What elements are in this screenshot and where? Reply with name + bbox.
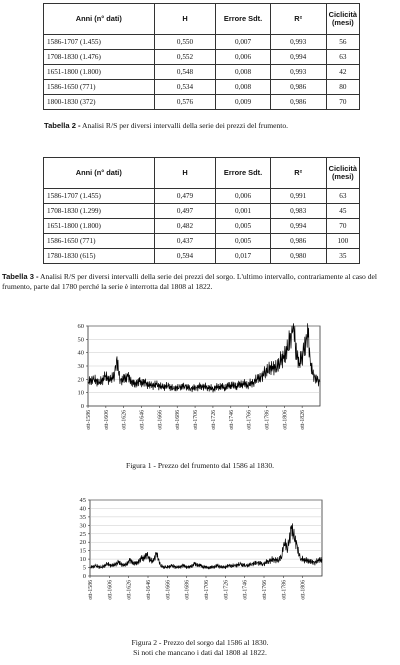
table-cell: 35 [326,249,359,264]
x-tick-label: ott-1806 [282,410,289,430]
x-tick-label: ott-1806 [300,580,307,600]
x-tick-label: ott-1746 [242,580,249,600]
table-cell: 100 [326,234,359,249]
caption-text: Analisi R/S per diversi intervalli della serie dei prezzi del sorgo. L'ultimo intervallo, contrariamente al caso del frumento, parte dal 1780 perché la serie è interrotta dal 1808 al 1822. [2,272,377,291]
table-cell: 0,576 [154,95,216,110]
x-tick-label: ott-1586 [86,410,92,430]
table-2-caption [44,121,384,131]
table-row [44,65,360,80]
table-cell: 0,479 [154,189,216,204]
y-tick-label: 40 [77,349,84,357]
figure-2-caption-line-1: Figura 2 - Prezzo del sorgo dal 1586 al 1830. [131,638,269,647]
table-cell: 42 [326,65,359,80]
x-tick-label: ott-1606 [103,410,110,430]
figure-1-caption: Figura 1 - Prezzo del frumento dal 1586 al 1830. [125,461,275,470]
x-tick-label: ott-1746 [228,410,235,430]
header-anni: Anni (n° dati) [44,158,155,189]
table-cell: 63 [326,50,359,65]
table-row [44,204,360,219]
table-cell: 0,594 [154,249,216,264]
table-cell: 0,006 [216,50,270,65]
y-tick-label: 20 [77,376,84,384]
y-tick-label: 40 [79,505,86,513]
y-tick-label: 60 [77,323,84,330]
wheat-price-chart [0,318,400,448]
table-cell: 0,534 [154,80,216,95]
caption-text: Analisi R/S per diversi intervalli della serie dei prezzi del frumento. [80,121,289,130]
table-cell: 0,006 [216,189,270,204]
header-errore: Errore Sdt. [216,4,270,35]
y-tick-label: 35 [79,513,86,521]
table-row [44,234,360,249]
y-tick-label: 5 [82,564,86,572]
x-tick-label: ott-1726 [210,410,217,430]
x-tick-label: ott-1786 [264,410,271,430]
table-cell: 1800-1830 (372) [44,95,155,110]
table-cell: 0,497 [154,204,216,219]
y-tick-label: 30 [77,363,84,370]
series-line [90,523,322,569]
y-tick-label: 20 [79,539,86,547]
table-cell: 0,017 [216,249,270,264]
x-tick-label: ott-1606 [107,580,114,600]
y-tick-label: 15 [79,547,86,555]
table-cell: 1651-1800 (1.800) [44,65,155,80]
x-tick-label: ott-1626 [121,410,128,430]
table-3 [43,157,360,264]
x-tick-label: ott-1706 [204,580,210,600]
y-tick-label: 10 [79,556,86,564]
table-2-header-row [44,4,360,35]
x-tick-label: ott-1646 [139,410,146,430]
table-cell: 70 [326,95,359,110]
y-tick-label: 0 [80,403,84,410]
table-cell: 0,482 [154,219,216,234]
table-row [44,249,360,264]
table-cell: 1586-1650 (771) [44,234,155,249]
x-tick-label: ott-1626 [126,580,133,600]
y-tick-label: 50 [77,336,84,344]
table-cell: 1780-1830 (615) [44,249,155,264]
table-cell: 0,548 [154,65,216,80]
x-tick-label: ott-1726 [223,580,230,600]
caption-label: Tabella 3 - [2,272,39,281]
y-tick-label: 10 [77,389,84,397]
figure-2 [0,494,400,632]
x-tick-label: ott-1686 [184,580,191,600]
table-cell: 45 [326,204,359,219]
header-h: H [154,158,216,189]
table-cell: 0,001 [216,204,270,219]
caption-label: Tabella 2 - [44,121,81,130]
x-tick-label: ott-1666 [165,580,172,600]
table-cell: 1708-1830 (1.299) [44,204,155,219]
table-cell: 1586-1707 (1.455) [44,189,155,204]
table-row [44,50,360,65]
table-cell: 1651-1800 (1.800) [44,219,155,234]
table-cell: 70 [326,219,359,234]
x-tick-label: ott-1686 [175,410,182,430]
table-row [44,189,360,204]
header-r2: R² [270,158,326,189]
table-2 [43,3,360,110]
table-cell: 0,005 [216,234,270,249]
table-cell: 0,007 [216,35,270,50]
table-cell: 0,005 [216,219,270,234]
header-ciclicita: Ciclicità (mesi) [326,158,359,189]
table-cell: 63 [326,189,359,204]
series-line [88,323,320,392]
sorghum-price-chart [0,494,400,632]
table-cell: 0,980 [270,249,326,264]
table-cell: 0,008 [216,65,270,80]
table-cell: 1708-1830 (1.476) [44,50,155,65]
y-tick-label: 45 [79,497,86,504]
table-cell: 1586-1707 (1.455) [44,35,155,50]
x-tick-label: ott-1646 [146,580,152,600]
table-cell: 80 [326,80,359,95]
x-tick-label: ott-1666 [157,410,164,430]
header-h: H [154,4,216,35]
x-tick-label: ott-1826 [300,410,307,430]
x-tick-label: ott-1786 [281,580,288,600]
table-3-caption [2,272,398,291]
figure-2-caption-line-2: Si noti che mancano i dati dal 1808 al 1822. [133,648,267,657]
table-cell: 56 [326,35,359,50]
y-tick-label: 30 [79,522,86,530]
x-tick-label: ott-1586 [88,580,94,600]
table-cell: 0,986 [270,80,326,95]
table-cell: 0,993 [270,65,326,80]
table-cell: 0,008 [216,80,270,95]
table-cell: 0,009 [216,95,270,110]
table-cell: 0,994 [270,219,326,234]
table-row [44,80,360,95]
header-anni: Anni (n° dati) [44,4,155,35]
table-cell: 0,994 [270,50,326,65]
table-cell: 0,986 [270,95,326,110]
header-errore: Errore Sdt. [216,158,270,189]
y-tick-label: 0 [82,573,86,580]
table-cell: 0,983 [270,204,326,219]
table-row [44,219,360,234]
table-row [44,95,360,110]
header-r2: R² [270,4,326,35]
x-tick-label: ott-1706 [193,410,200,430]
header-ciclicita: Ciclicità (mesi) [326,4,359,35]
x-tick-label: ott-1766 [246,410,253,430]
x-tick-label: ott-1766 [262,580,268,600]
table-cell: 0,437 [154,234,216,249]
table-cell: 1586-1650 (771) [44,80,155,95]
table-3-header-row [44,158,360,189]
table-cell: 0,986 [270,234,326,249]
table-row [44,35,360,50]
table-cell: 0,991 [270,189,326,204]
y-tick-label: 25 [79,530,86,538]
figure-1 [0,318,400,448]
table-cell: 0,552 [154,50,216,65]
table-cell: 0,993 [270,35,326,50]
table-cell: 0,550 [154,35,216,50]
